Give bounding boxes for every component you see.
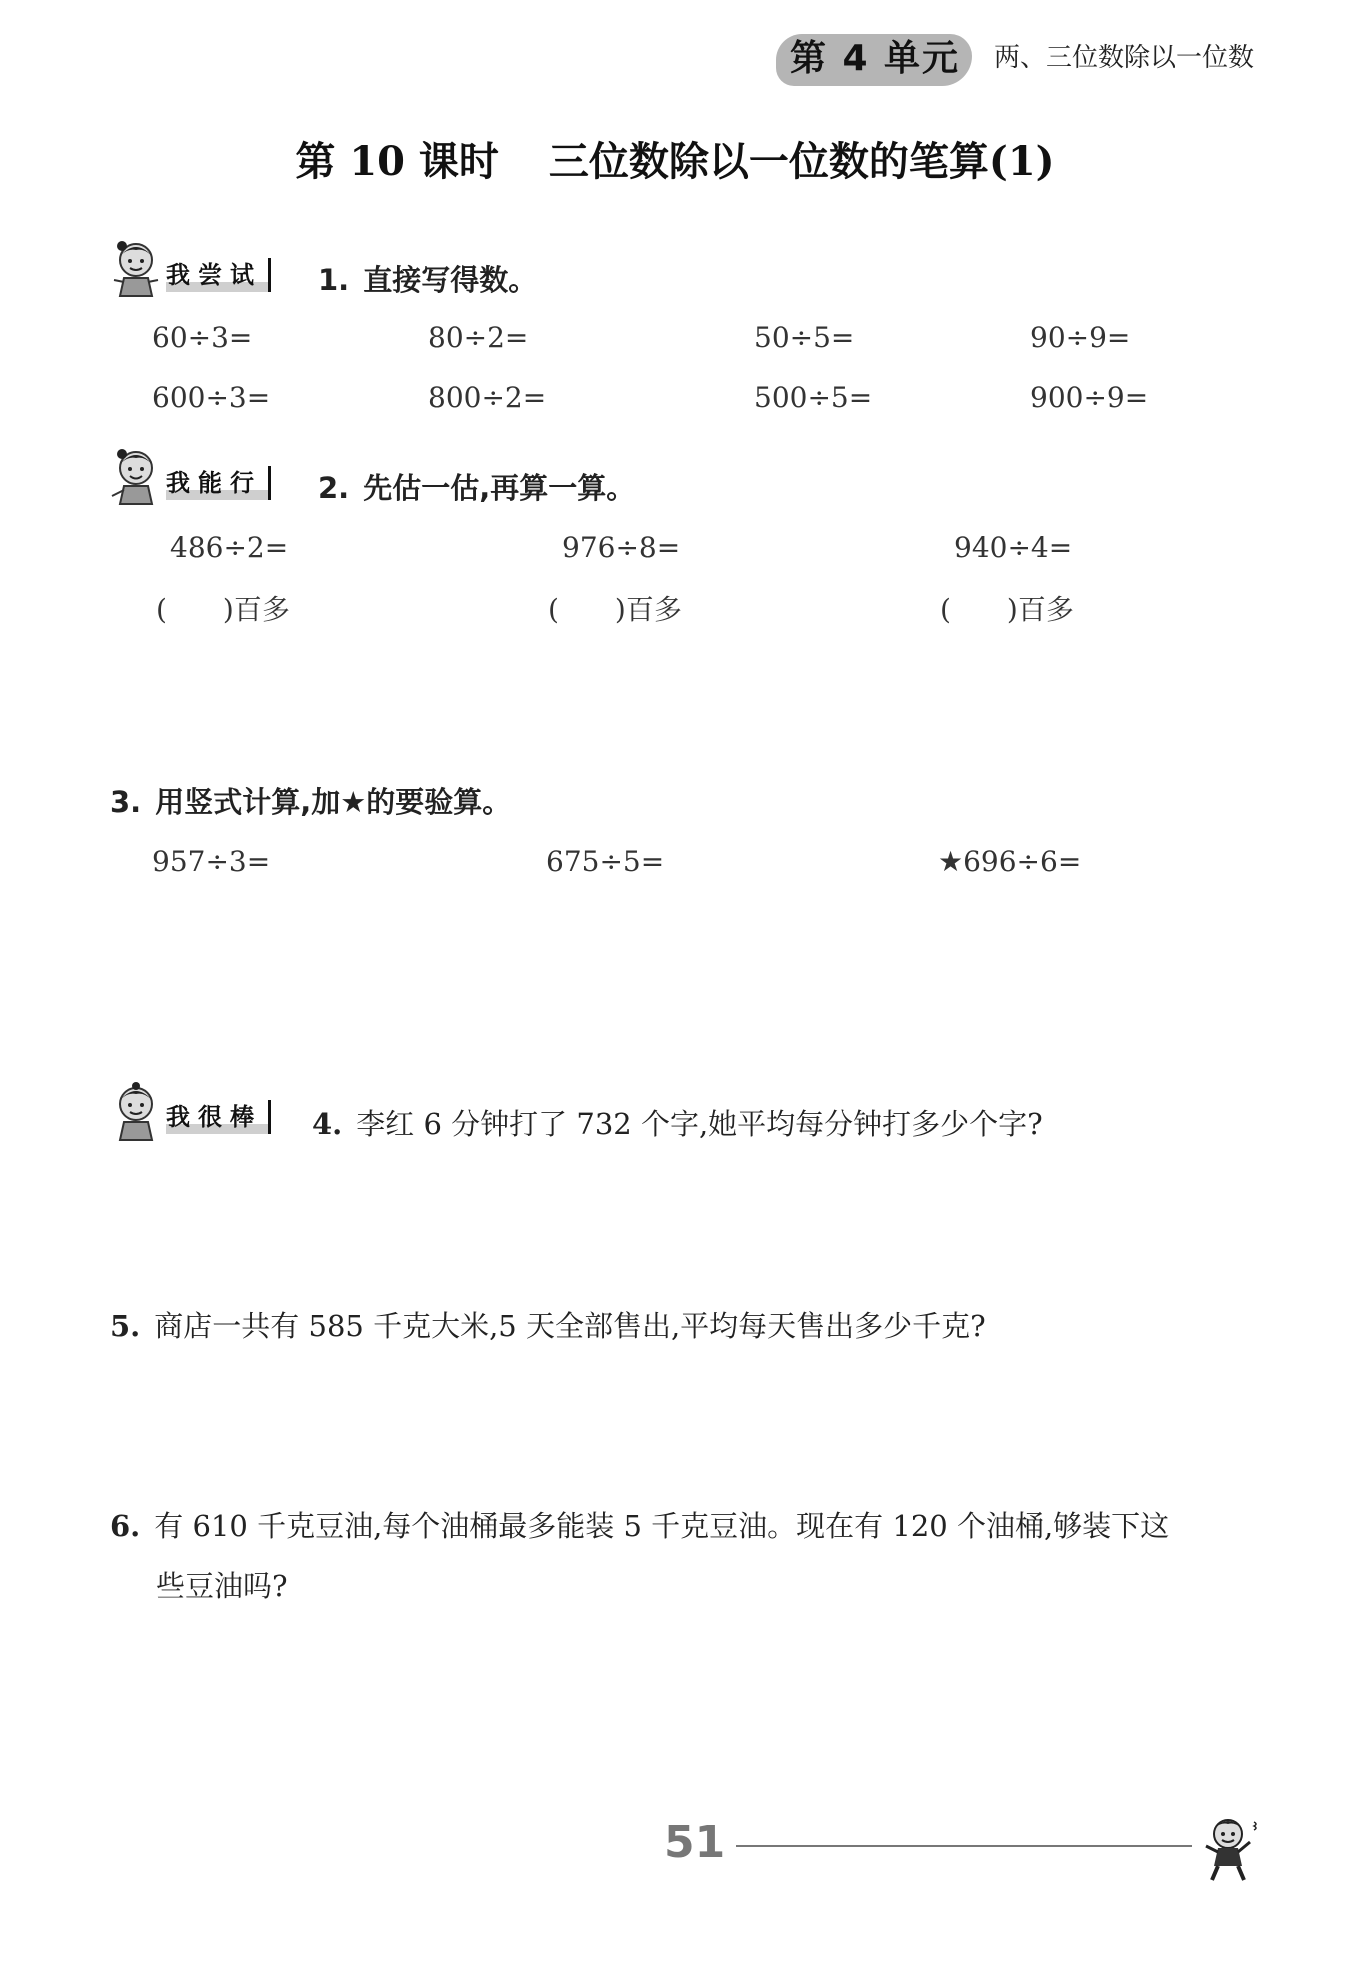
badge-try [108, 240, 308, 300]
badge-great [108, 1082, 308, 1142]
question-5-text: 商店一共有 585 千克大米,5 天全部售出,平均每天售出多少千克? [154, 1309, 986, 1343]
question-2 [318, 468, 635, 508]
q1-item-5: 600÷3= [152, 381, 271, 414]
girl-mascot-icon [108, 1082, 164, 1142]
question-5 [110, 1306, 986, 1346]
unit-title: 第 4 单元 [789, 38, 961, 79]
q3-item-2: 675÷5= [546, 845, 665, 878]
question-6-line2: 些豆油吗? [156, 1569, 288, 1603]
question-4-number: 4. [312, 1107, 343, 1141]
question-3-text: 用竖式计算,加★的要验算。 [155, 785, 512, 819]
boy-mascot-icon [1192, 1812, 1264, 1884]
page-number: 51 [664, 1817, 726, 1868]
question-5-number: 5. [110, 1309, 141, 1343]
question-3-number: 3. [110, 785, 142, 819]
badge-try-label: 我尝试 [166, 258, 271, 292]
question-1-text: 直接写得数。 [363, 263, 538, 297]
q1-item-1: 60÷3= [152, 321, 253, 354]
girl-mascot-icon [108, 240, 164, 300]
question-4 [312, 1104, 1043, 1144]
badge-can-label: 我能行 [166, 466, 271, 500]
q3-item-3: ★696÷6= [938, 845, 1082, 878]
lesson-number: 第 10 课时 [295, 138, 499, 185]
q2-estimate-1: ( )百多 [156, 593, 290, 626]
question-6-text-line1: 有 610 千克豆油,每个油桶最多能装 5 千克豆油。现在有 120 个油桶,够装下这 [154, 1509, 1170, 1543]
q3-item-1: 957÷3= [152, 845, 271, 878]
question-1 [318, 260, 537, 300]
q1-item-6: 800÷2= [428, 381, 547, 414]
question-1-number: 1. [318, 263, 350, 297]
lesson-topic: 三位数除以一位数的笔算(1) [548, 138, 1055, 185]
question-6 [110, 1506, 1270, 1546]
q2-estimate-2: ( )百多 [548, 593, 682, 626]
q1-item-2: 80÷2= [428, 321, 529, 354]
badge-great-label: 我很棒 [166, 1100, 271, 1134]
q1-item-3: 50÷5= [754, 321, 855, 354]
badge-can [108, 448, 308, 508]
q2-item-2: 976÷8= [562, 531, 681, 564]
question-4-text: 李红 6 分钟打了 732 个字,她平均每分钟打多少个字? [356, 1107, 1043, 1141]
q2-item-1: 486÷2= [170, 531, 289, 564]
q1-item-7: 500÷5= [754, 381, 873, 414]
q2-item-3: 940÷4= [954, 531, 1073, 564]
q1-item-4: 90÷9= [1030, 321, 1131, 354]
girl-mascot-icon [108, 448, 164, 508]
footer-divider [736, 1845, 1192, 1847]
unit-subtitle: 两、三位数除以一位数 [994, 43, 1255, 73]
question-6-number: 6. [110, 1509, 141, 1543]
question-2-number: 2. [318, 471, 350, 505]
q2-estimate-3: ( )百多 [940, 593, 1074, 626]
q1-item-8: 900÷9= [1030, 381, 1149, 414]
question-2-text: 先估一估,再算一算。 [363, 471, 636, 505]
question-3 [110, 782, 511, 822]
lesson-title [0, 134, 1350, 190]
